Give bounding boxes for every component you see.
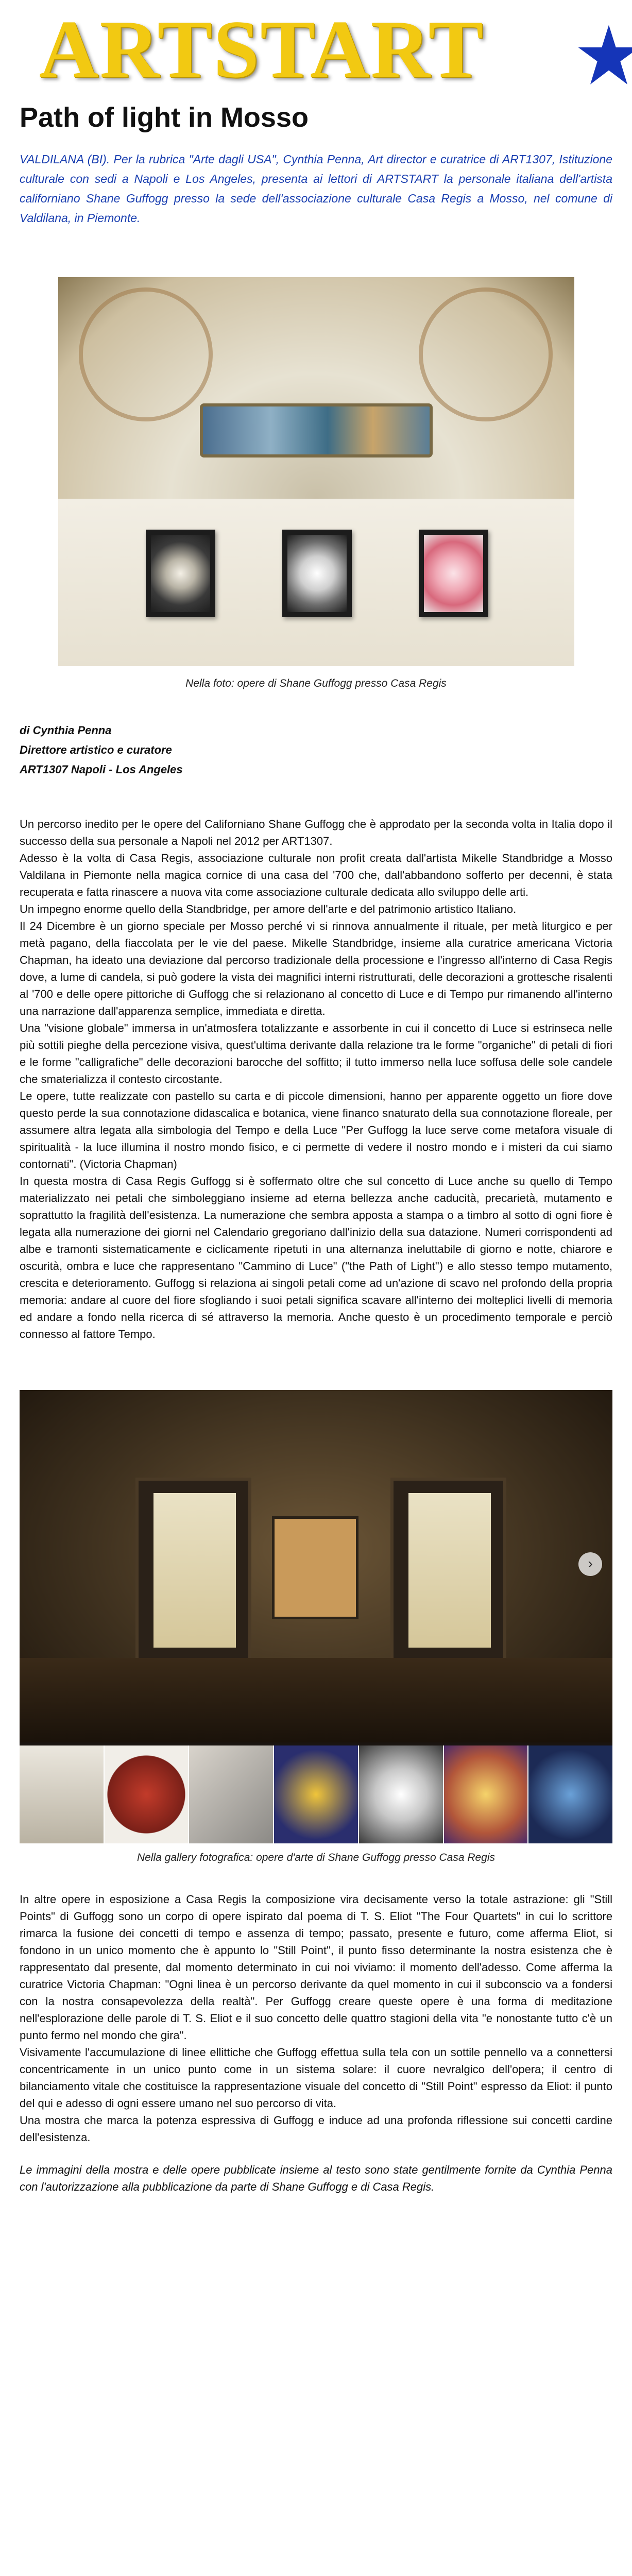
paragraph: Visivamente l'accumulazione di linee ellittiche che Guffogg effettua sulla tela con un sottile pennello va a connettersi concentricamente in un unico punto come in un sistema solare: il cuore nevralgico dell'opera; il centro di bilanciamento vitale che costituisce la rappresentazione visuale del concetto di "Still Point" espresso da Eliot: il punto del qui e adesso di ogni essere umano nel suo percorso di vita. (20, 2046, 612, 2110)
artwork-frame (146, 530, 215, 617)
gallery-thumbnail[interactable] (528, 1745, 612, 1843)
window-light (153, 1493, 236, 1648)
image-credits-note: Le immagini della mostra e delle opere pubblicate insieme al testo sono state gentilmente fornite da Cynthia Penna con l'autorizzazione alla pubblicazione da parte di Shane Guffogg e di Casa Regis. (20, 2163, 612, 2193)
paragraph: Una "visione globale" immersa in un'atmosfera totalizzante e assorbente in cui il concetto di Luce si estrinseca nelle più sottili pieghe della percezione visiva, quest'ultima derivante dalla relazione tra le forme "organiche" di petali di fiori e le forme "calligrafiche" delle decorazioni barocche del soffitto; il tutto immerso nella luce soffusa delle sole candele che smaterializza il contesto circostante. (20, 1022, 612, 1086)
exhibition-photo (58, 277, 574, 666)
gallery-thumbnail[interactable] (189, 1745, 273, 1843)
paragraph: Il 24 Dicembre è un giorno speciale per Mosso perché vi si rinnova annualmente il rituale, per metà liturgico e per metà pagano, della fiaccolata per le vie del paese. Mikelle Standbridge, insieme alla curatrice americana Victoria Chapman, ha ideato una deviazione dal percorso tradizionale della processione e l'ingresso all'interno di Casa Regis dove, a lume di candela, si può godere la vista dei magnifici interni ristrutturati, delle decorazioni a grottesche risalenti al '700 e delle opere pittoriche di Guffogg che si relazionano al concetto di Luce e di Tempo pur rimanendo all'interno una narrazione dall'apparenza semplice, immediata e diretta. (20, 920, 612, 1018)
article-body (20, 816, 612, 1343)
window-light (408, 1493, 491, 1648)
gallery-thumbnail[interactable] (359, 1745, 443, 1843)
fresco-panel (200, 403, 433, 457)
paragraph: Le opere, tutte realizzate con pastello su carta e di piccole dimensioni, hanno per apparente oggetto un fiore dove questo perde la sua connotazione didascalica e botanica, viene financo snaturato della sua connotazione floreale, per assumere altra legata alla simbologia del Tempo e della Luce "Per Guffogg la luce serve come metafora visuale di spiritualità - la luce illumina il nostro mondo fisico, e ci permette di vedere il nostro mondo e i misteri da cui siamo contornati". (Victoria Chapman) (20, 1090, 612, 1171)
site-header (20, 0, 612, 97)
photo-caption: Nella foto: opere di Shane Guffogg presso Casa Regis (185, 677, 447, 689)
gallery-main-image[interactable] (20, 1390, 612, 1742)
gallery-thumbnail[interactable] (444, 1745, 528, 1843)
ornament (79, 287, 213, 421)
paragraph: Adesso è la volta di Casa Regis, associazione culturale non profit creata dall'artista Mikelle Standbridge a Mosso Valdilana in Piemonte nella magica cornice di una casa del '700 che, dall'abbandono sofferto per decenni, è stata recuperata e fatta rinascere a nuova vita come associazione culturale dedicata allo sviluppo delle arti. (20, 852, 612, 899)
gallery-caption: Nella gallery fotografica: opere d'arte di Shane Guffogg presso Casa Regis (136, 1852, 496, 1863)
author-role: Direttore artistico e curatore (20, 743, 172, 756)
paragraph: Un percorso inedito per le opere del Californiano Shane Guffogg che è approdato per la seconda volta in Italia dopo il successo della sua personale a Napoli nel 2012 per ART1307. (20, 818, 612, 848)
photo-gallery[interactable] (20, 1390, 612, 1843)
chevron-right-icon[interactable]: › (578, 1552, 602, 1576)
gallery-thumbnail[interactable] (274, 1745, 358, 1843)
paragraph: Una mostra che marca la potenza espressiva di Guffogg e induce ad una profonda riflessione sui concetti cardine dell'esistenza. (20, 2114, 612, 2144)
article-body-continued (20, 1891, 612, 2146)
article-credits (20, 721, 612, 779)
gallery-thumbnail[interactable] (105, 1745, 189, 1843)
paragraph: In questa mostra di Casa Regis Guffogg si è soffermato oltre che sul concetto di Luce anche su quello di Tempo materializzato nei petali che simboleggiano insieme ad eterna bellezza anche caducità, precarietà, mutamento e soprattutto la fragilità dell'esistenza. La numerazione che sembra apposta a stampa o a timbro al sotto di ogni fiore è legata alla numerazione dei giorni nel Calendario gregoriano dall'inizio della sua datazione. Numeri corrispondenti ad albe e tramonti sistematicamente e ciclicamente ripetuti in una alternanza ineluttabile di giorno e notte, chiarore e oscurità, ombra e luce che rappresentano "Cammino di Luce" ("the Path of Light") e allo stesso tempo mutamento, crescita e deterioramento. Guffogg si relaziona ai singoli petali come ad un'azione di scavo nel profondo della propria memoria: andare al cuore del fiore sfogliando i suoi petali significa scavare all'interno dei molteplici livelli di memoria ed andare a fondo nella ricerca di sé attraverso la memoria. Anche questo è un procedimento temporale e perciò connesso al fattore Tempo. (20, 1175, 612, 1341)
artwork-frame (282, 530, 352, 617)
gallery-thumbnail[interactable] (20, 1745, 104, 1843)
star-icon (577, 24, 632, 88)
gallery-thumbnails (20, 1745, 612, 1843)
gallery-floor (20, 1658, 612, 1742)
author-name: di Cynthia Penna (20, 724, 112, 737)
site-logo[interactable]: ARTSTART (39, 3, 485, 95)
article-intro: VALDILANA (BI). Per la rubrica "Arte dagli USA", Cynthia Penna, Art director e curatrice di ART1307, Istituzione culturale con sedi a Napoli e Los Angeles, presenta ai lettori di ARTSTART la personale italiana dell'artista californiano Shane Guffogg presso la sede dell'associazione culturale Casa Regis a Mosso, nel comune di Valdilana, in Piemonte. (20, 152, 612, 225)
gallery-artwork (272, 1516, 358, 1619)
article-title: Path of light in Mosso (20, 102, 309, 133)
author-org: ART1307 Napoli - Los Angeles (20, 763, 183, 776)
paragraph: In altre opere in esposizione a Casa Regis la composizione vira decisamente verso la totale astrazione: gli "Still Points" di Guffogg sono un corpo di opere ispirato dal poema di T. S. Eliot "The Four Quartets" in cui lo scrittore rimarca la fusione dei concetti di tempo e assenza di tempo; passato, presente e futuro, come afferma Eliot, si fondono in un unico momento che è appunto lo "Still Point", il punto fisso determinante la nostra esistenza che è rappresentato dal presente, dal momento determinato in cui noi viviamo: il momento dell'adesso. Come afferma la curatrice Victoria Chapman: "Ogni linea è un percorso derivante da quel momento in cui il subconscio va a fondersi con la nostra consapevolezza della realtà". Per Guffogg creare queste opere è una forma di meditazione nell'esplorazione delle parole di T. S. Eliot e il suo concetto delle quattro stagioni della vita "e nonostante tutto c'è un punto fermo nel mondo che gira". (20, 1893, 612, 2042)
artwork-frame (419, 530, 488, 617)
ornament (419, 287, 553, 421)
paragraph: Un impegno enorme quello della Standbridge, per amore dell'arte e del patrimonio artistico Italiano. (20, 903, 517, 916)
